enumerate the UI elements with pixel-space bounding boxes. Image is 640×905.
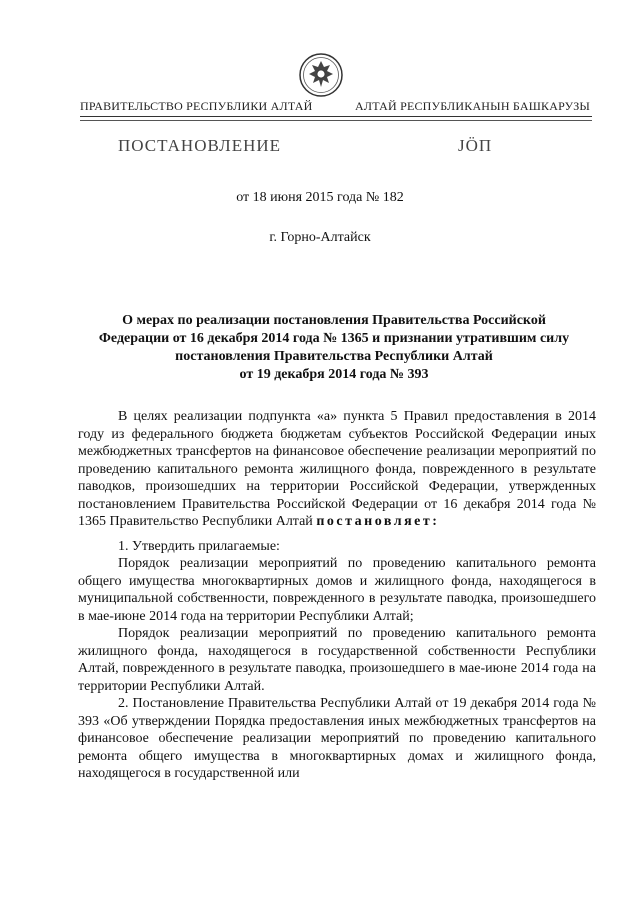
document-title (78, 312, 590, 384)
title-line: постановления Правительства Республики Алтай (175, 349, 493, 364)
paragraph-text: В целях реализации подпункта «а» пункта 5 Правил предоставления в 2014 году из федерального бюджета бюджетам субъектов Российской Федерации иных межбюджетных трансфертов на финансовое обеспечение реализации мероприятий по проведению капитального ремонта жилищного фонда, поврежденного в результате паводков, произошедших на территории Российской Федерации, утвержденных постановлением Правительства Российской Федерации от 16 декабря 2014 года № 1365 Правительство Республики Алтай (78, 409, 596, 529)
title-line: от 19 декабря 2014 года № 393 (239, 367, 429, 382)
resolution-keyword: постановляет: (316, 514, 440, 529)
body-paragraph: 2. Постановление Правительства Республики Алтай от 19 декабря 2014 года № 393 «Об утверждении Порядка предоставления иных межбюджетных трансфертов на финансовое обеспечение реализации мероприятий по проведению капитального ремонта общего имущества в многоквартирных домах и жилищного фонда, находящегося в государственной или (78, 696, 596, 781)
document-body (78, 408, 596, 783)
body-paragraph: Порядок реализации мероприятий по проведению капитального ремонта жилищного фонда, находящегося в государственной собственности Республики Алтай, поврежденного в результате паводка, произошедшего в мае-июне 2014 года на территории Республики Алтай. (78, 626, 596, 694)
document-type-altai: ЈÖП (458, 136, 493, 155)
coat-of-arms-emblem-icon (298, 52, 344, 98)
government-name-russian: ПРАВИТЕЛЬСТВО РЕСПУБЛИКИ АЛТАЙ (80, 99, 313, 113)
title-line: Федерации от 16 декабря 2014 года № 1365 и признании утратившим силу (98, 331, 570, 346)
header-divider (80, 116, 592, 117)
header-divider-thin (80, 120, 592, 121)
body-paragraph (78, 408, 596, 531)
document-date-number: от 18 июня 2015 года № 182 (236, 190, 404, 205)
title-line: О мерах по реализации постановления Правительства Российской (122, 313, 546, 328)
document-type-russian: ПОСТАНОВЛЕНИЕ (118, 136, 282, 155)
body-paragraph: Порядок реализации мероприятий по проведению капитального ремонта общего имущества многоквартирных домов и жилищного фонда, находящегося в муниципальной собственности, поврежденного в результате паводка, произошедшего в мае-июне 2014 года на территории Республики Алтай; (78, 556, 596, 624)
body-paragraph: 1. Утвердить прилагаемые: (118, 538, 280, 554)
document-city: г. Горно-Алтайск (269, 230, 371, 245)
government-name-altai: АЛТАЙ РЕСПУБЛИКАНЫН БАШКАРУЗЫ (355, 99, 591, 113)
